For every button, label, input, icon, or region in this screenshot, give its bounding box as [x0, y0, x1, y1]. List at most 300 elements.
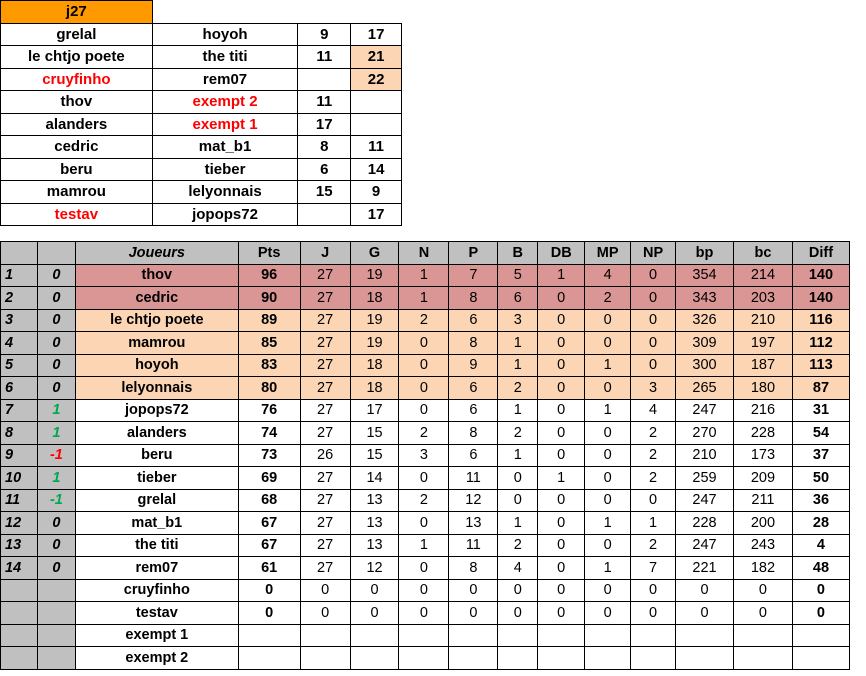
stat-cell: 11 — [449, 467, 498, 490]
stat-cell: 54 — [792, 422, 849, 445]
match-home-score: 9 — [298, 23, 351, 46]
rank-change-cell: 0 — [37, 377, 75, 400]
match-away-player: jopops72 — [152, 203, 298, 226]
stat-cell: 0 — [498, 467, 538, 490]
player-name-cell: testav — [75, 602, 238, 625]
rank-cell: 9 — [1, 444, 38, 467]
stat-cell: 1 — [498, 399, 538, 422]
stat-cell: 37 — [792, 444, 849, 467]
rank-change-cell: 0 — [37, 354, 75, 377]
match-row — [1, 46, 402, 69]
stat-cell: 61 — [238, 557, 300, 580]
stat-cell: 90 — [238, 287, 300, 310]
stat-cell: 0 — [585, 579, 631, 602]
match-row — [1, 113, 402, 136]
stat-cell: 13 — [350, 512, 399, 535]
rank-cell: 12 — [1, 512, 38, 535]
stat-cell: 0 — [300, 579, 350, 602]
stat-cell: 300 — [676, 354, 734, 377]
match-home-player: cedric — [1, 136, 153, 159]
stat-cell: 3 — [399, 444, 449, 467]
stat-cell: 2 — [631, 444, 676, 467]
stat-cell: 27 — [300, 512, 350, 535]
stat-cell: 0 — [399, 467, 449, 490]
match-home-score: 11 — [298, 91, 351, 114]
rank-change-cell — [37, 624, 75, 647]
match-away-score — [351, 91, 402, 114]
stat-cell: 0 — [538, 557, 585, 580]
stat-cell: 27 — [300, 309, 350, 332]
rank-cell: 6 — [1, 377, 38, 400]
stat-cell: 27 — [300, 534, 350, 557]
player-name-cell: beru — [75, 444, 238, 467]
stat-cell: 0 — [631, 579, 676, 602]
stat-cell: 19 — [350, 309, 399, 332]
stat-cell: 27 — [300, 287, 350, 310]
stat-cell: 228 — [676, 512, 734, 535]
rank-change-cell: 0 — [37, 557, 75, 580]
stat-cell: 1 — [585, 512, 631, 535]
column-header: MP — [585, 242, 631, 265]
stat-cell — [631, 624, 676, 647]
stat-cell: 247 — [676, 489, 734, 512]
player-name-cell: exempt 2 — [75, 647, 238, 670]
stat-cell: 182 — [733, 557, 792, 580]
stat-cell: 83 — [238, 354, 300, 377]
stat-cell: 140 — [792, 264, 849, 287]
stat-cell: 27 — [300, 489, 350, 512]
stat-cell: 1 — [498, 332, 538, 355]
stat-cell: 27 — [300, 422, 350, 445]
stat-cell: 0 — [538, 444, 585, 467]
stat-cell: 18 — [350, 377, 399, 400]
stat-cell: 11 — [449, 534, 498, 557]
stat-cell: 31 — [792, 399, 849, 422]
stat-cell: 0 — [538, 602, 585, 625]
stat-cell: 0 — [538, 534, 585, 557]
stat-cell: 211 — [733, 489, 792, 512]
stat-cell: 0 — [676, 602, 734, 625]
stat-cell: 73 — [238, 444, 300, 467]
stat-cell: 19 — [350, 332, 399, 355]
stat-cell: 1 — [538, 467, 585, 490]
standings-row — [1, 647, 850, 670]
stat-cell: 2 — [631, 422, 676, 445]
stat-cell: 0 — [399, 399, 449, 422]
standings-row — [1, 377, 850, 400]
player-name-cell: mamrou — [75, 332, 238, 355]
stat-cell: 14 — [350, 467, 399, 490]
stat-cell: 27 — [300, 377, 350, 400]
standings-table — [0, 241, 850, 670]
match-away-player: hoyoh — [152, 23, 298, 46]
match-away-player: exempt 1 — [152, 113, 298, 136]
stat-cell — [792, 647, 849, 670]
stat-cell: 203 — [733, 287, 792, 310]
match-home-player: mamrou — [1, 181, 153, 204]
player-name-cell: tieber — [75, 467, 238, 490]
rank-cell: 8 — [1, 422, 38, 445]
stat-cell: 0 — [498, 489, 538, 512]
stat-cell: 1 — [498, 512, 538, 535]
match-home-score: 6 — [298, 158, 351, 181]
standings-row — [1, 264, 850, 287]
stat-cell: 0 — [733, 579, 792, 602]
match-away-player: lelyonnais — [152, 181, 298, 204]
stat-cell: 6 — [449, 377, 498, 400]
column-header — [37, 242, 75, 265]
column-header: bp — [676, 242, 734, 265]
stat-cell: 6 — [449, 399, 498, 422]
rank-change-cell — [37, 579, 75, 602]
match-away-score: 11 — [351, 136, 402, 159]
standings-row — [1, 422, 850, 445]
stat-cell: 7 — [631, 557, 676, 580]
stat-cell: 0 — [676, 579, 734, 602]
stat-cell: 197 — [733, 332, 792, 355]
stat-cell: 0 — [538, 377, 585, 400]
match-home-player: le chtjo poete — [1, 46, 153, 69]
stat-cell: 1 — [498, 444, 538, 467]
stat-cell: 187 — [733, 354, 792, 377]
stat-cell: 0 — [350, 602, 399, 625]
player-name-cell: grelal — [75, 489, 238, 512]
stat-cell: 6 — [449, 444, 498, 467]
stat-cell: 0 — [631, 489, 676, 512]
match-away-player: mat_b1 — [152, 136, 298, 159]
stat-cell: 1 — [585, 354, 631, 377]
rank-change-cell: -1 — [37, 489, 75, 512]
stat-cell: 0 — [733, 602, 792, 625]
stat-cell: 0 — [631, 602, 676, 625]
standings-row — [1, 489, 850, 512]
standings-row — [1, 444, 850, 467]
stat-cell: 74 — [238, 422, 300, 445]
stat-cell: 0 — [631, 354, 676, 377]
stat-cell: 0 — [498, 579, 538, 602]
stat-cell: 0 — [585, 422, 631, 445]
stat-cell: 343 — [676, 287, 734, 310]
stat-cell: 1 — [399, 264, 449, 287]
rank-change-cell: 0 — [37, 534, 75, 557]
stat-cell: 247 — [676, 534, 734, 557]
stat-cell: 8 — [449, 287, 498, 310]
standings-body — [1, 264, 850, 669]
stat-cell: 27 — [300, 467, 350, 490]
stat-cell: 0 — [631, 332, 676, 355]
rank-cell: 3 — [1, 309, 38, 332]
stat-cell: 12 — [350, 557, 399, 580]
stat-cell: 18 — [350, 354, 399, 377]
column-header: Diff — [792, 242, 849, 265]
stat-cell — [733, 624, 792, 647]
stat-cell: 87 — [792, 377, 849, 400]
stat-cell: 0 — [538, 354, 585, 377]
match-home-score — [298, 203, 351, 226]
stat-cell: 210 — [676, 444, 734, 467]
stat-cell: 0 — [585, 332, 631, 355]
stat-cell — [399, 647, 449, 670]
match-home-player: alanders — [1, 113, 153, 136]
stat-cell: 140 — [792, 287, 849, 310]
rank-cell: 14 — [1, 557, 38, 580]
stat-cell: 0 — [399, 579, 449, 602]
column-header: P — [449, 242, 498, 265]
match-row — [1, 158, 402, 181]
rank-change-cell: 0 — [37, 332, 75, 355]
stat-cell: 354 — [676, 264, 734, 287]
stat-cell: 4 — [631, 399, 676, 422]
rank-cell: 1 — [1, 264, 38, 287]
player-name-cell: the titi — [75, 534, 238, 557]
stat-cell: 228 — [733, 422, 792, 445]
stat-cell: 27 — [300, 399, 350, 422]
stat-cell — [238, 647, 300, 670]
standings-row — [1, 512, 850, 535]
stat-cell: 50 — [792, 467, 849, 490]
match-row — [1, 91, 402, 114]
stat-cell: 18 — [350, 287, 399, 310]
column-header: bc — [733, 242, 792, 265]
stat-cell: 1 — [399, 287, 449, 310]
stat-cell: 69 — [238, 467, 300, 490]
stat-cell: 13 — [350, 489, 399, 512]
stat-cell: 4 — [585, 264, 631, 287]
column-header: Pts — [238, 242, 300, 265]
stat-cell: 0 — [399, 512, 449, 535]
stat-cell: 0 — [498, 602, 538, 625]
player-name-cell: cruyfinho — [75, 579, 238, 602]
rank-cell: 7 — [1, 399, 38, 422]
stat-cell: 6 — [449, 309, 498, 332]
stat-cell — [676, 647, 734, 670]
stat-cell: 0 — [538, 332, 585, 355]
standings-row — [1, 534, 850, 557]
stat-cell: 259 — [676, 467, 734, 490]
match-away-player: rem07 — [152, 68, 298, 91]
stat-cell: 3 — [498, 309, 538, 332]
rank-change-cell: 0 — [37, 512, 75, 535]
column-header: N — [399, 242, 449, 265]
stat-cell: 12 — [449, 489, 498, 512]
stat-cell: 8 — [449, 557, 498, 580]
standings-row — [1, 624, 850, 647]
match-away-score: 17 — [351, 23, 402, 46]
stat-cell — [350, 624, 399, 647]
stat-cell: 0 — [238, 602, 300, 625]
player-name-cell: alanders — [75, 422, 238, 445]
standings-row — [1, 602, 850, 625]
rank-cell: 2 — [1, 287, 38, 310]
stat-cell: 67 — [238, 512, 300, 535]
stat-cell: 2 — [585, 287, 631, 310]
standings-row — [1, 287, 850, 310]
player-name-cell: lelyonnais — [75, 377, 238, 400]
matchday-body — [1, 1, 402, 226]
stat-cell: 2 — [399, 422, 449, 445]
standings-row — [1, 399, 850, 422]
stat-cell: 0 — [538, 579, 585, 602]
player-name-cell: mat_b1 — [75, 512, 238, 535]
stat-cell: 243 — [733, 534, 792, 557]
match-row — [1, 203, 402, 226]
stat-cell: 326 — [676, 309, 734, 332]
stat-cell: 1 — [498, 354, 538, 377]
match-home-player: grelal — [1, 23, 153, 46]
stat-cell: 27 — [300, 354, 350, 377]
stat-cell: 1 — [631, 512, 676, 535]
stat-cell: 209 — [733, 467, 792, 490]
stat-cell: 173 — [733, 444, 792, 467]
stat-cell: 0 — [585, 309, 631, 332]
standings-row — [1, 557, 850, 580]
stat-cell: 116 — [792, 309, 849, 332]
rank-change-cell: 0 — [37, 309, 75, 332]
stat-cell: 27 — [300, 557, 350, 580]
stat-cell: 1 — [399, 534, 449, 557]
stat-cell: 13 — [350, 534, 399, 557]
standings-row — [1, 354, 850, 377]
stat-cell: 0 — [399, 602, 449, 625]
stat-cell: 19 — [350, 264, 399, 287]
player-name-cell: jopops72 — [75, 399, 238, 422]
match-home-player: cruyfinho — [1, 68, 153, 91]
stat-cell: 27 — [300, 264, 350, 287]
stat-cell: 13 — [449, 512, 498, 535]
rank-cell: 10 — [1, 467, 38, 490]
rank-cell: 4 — [1, 332, 38, 355]
stat-cell: 216 — [733, 399, 792, 422]
stat-cell: 15 — [350, 444, 399, 467]
column-header: Joueurs — [75, 242, 238, 265]
stat-cell: 2 — [498, 422, 538, 445]
player-name-cell: hoyoh — [75, 354, 238, 377]
standings-row — [1, 467, 850, 490]
match-away-score: 14 — [351, 158, 402, 181]
stat-cell: 68 — [238, 489, 300, 512]
stat-cell — [399, 624, 449, 647]
rank-cell — [1, 602, 38, 625]
rank-cell: 11 — [1, 489, 38, 512]
stat-cell: 0 — [585, 467, 631, 490]
stat-cell: 4 — [792, 534, 849, 557]
stat-cell: 214 — [733, 264, 792, 287]
standings-row — [1, 332, 850, 355]
stat-cell: 85 — [238, 332, 300, 355]
stat-cell: 5 — [498, 264, 538, 287]
rank-change-cell — [37, 602, 75, 625]
stat-cell — [585, 624, 631, 647]
stat-cell — [538, 624, 585, 647]
match-home-score: 11 — [298, 46, 351, 69]
standings-row — [1, 579, 850, 602]
stat-cell: 27 — [300, 332, 350, 355]
stat-cell: 0 — [350, 579, 399, 602]
stat-cell — [631, 647, 676, 670]
player-name-cell: cedric — [75, 287, 238, 310]
stat-cell: 0 — [792, 579, 849, 602]
stat-cell: 36 — [792, 489, 849, 512]
match-home-player: beru — [1, 158, 153, 181]
stat-cell: 0 — [238, 579, 300, 602]
rank-cell — [1, 647, 38, 670]
player-name-cell: rem07 — [75, 557, 238, 580]
match-row — [1, 68, 402, 91]
stat-cell: 15 — [350, 422, 399, 445]
stat-cell — [585, 647, 631, 670]
match-home-player: thov — [1, 91, 153, 114]
column-header: DB — [538, 242, 585, 265]
standings-row — [1, 309, 850, 332]
stat-cell: 2 — [498, 377, 538, 400]
stat-cell: 0 — [449, 602, 498, 625]
stat-cell: 309 — [676, 332, 734, 355]
stat-cell: 8 — [449, 422, 498, 445]
stat-cell: 2 — [631, 534, 676, 557]
stat-cell: 0 — [538, 512, 585, 535]
stat-cell: 8 — [449, 332, 498, 355]
player-name-cell: thov — [75, 264, 238, 287]
stat-cell: 265 — [676, 377, 734, 400]
match-away-player: tieber — [152, 158, 298, 181]
stat-cell: 0 — [585, 489, 631, 512]
stat-cell: 0 — [399, 354, 449, 377]
stat-cell: 1 — [538, 264, 585, 287]
stat-cell: 221 — [676, 557, 734, 580]
rank-change-cell: 0 — [37, 287, 75, 310]
stat-cell: 0 — [399, 332, 449, 355]
stat-cell: 0 — [538, 422, 585, 445]
stat-cell: 67 — [238, 534, 300, 557]
stat-cell: 0 — [585, 534, 631, 557]
match-away-score: 9 — [351, 181, 402, 204]
stat-cell — [300, 624, 350, 647]
match-away-score: 17 — [351, 203, 402, 226]
match-row — [1, 23, 402, 46]
stat-cell — [238, 624, 300, 647]
stat-cell — [300, 647, 350, 670]
column-header: NP — [631, 242, 676, 265]
rank-change-cell: 1 — [37, 467, 75, 490]
column-header: B — [498, 242, 538, 265]
stat-cell: 4 — [498, 557, 538, 580]
stat-cell: 48 — [792, 557, 849, 580]
stat-cell: 0 — [631, 287, 676, 310]
stat-cell: 0 — [631, 264, 676, 287]
stat-cell — [676, 624, 734, 647]
match-home-score: 15 — [298, 181, 351, 204]
match-home-score: 8 — [298, 136, 351, 159]
stat-cell: 96 — [238, 264, 300, 287]
stat-cell: 28 — [792, 512, 849, 535]
stat-cell: 2 — [498, 534, 538, 557]
match-away-player: the titi — [152, 46, 298, 69]
match-home-score: 17 — [298, 113, 351, 136]
standings-header-row — [1, 242, 850, 265]
stat-cell: 180 — [733, 377, 792, 400]
stat-cell: 0 — [399, 557, 449, 580]
rank-change-cell: 0 — [37, 264, 75, 287]
stat-cell — [538, 647, 585, 670]
stat-cell — [449, 647, 498, 670]
stat-cell: 0 — [792, 602, 849, 625]
stat-cell: 210 — [733, 309, 792, 332]
stat-cell: 2 — [399, 489, 449, 512]
rank-cell — [1, 624, 38, 647]
rank-cell: 5 — [1, 354, 38, 377]
player-name-cell: exempt 1 — [75, 624, 238, 647]
stat-cell: 247 — [676, 399, 734, 422]
